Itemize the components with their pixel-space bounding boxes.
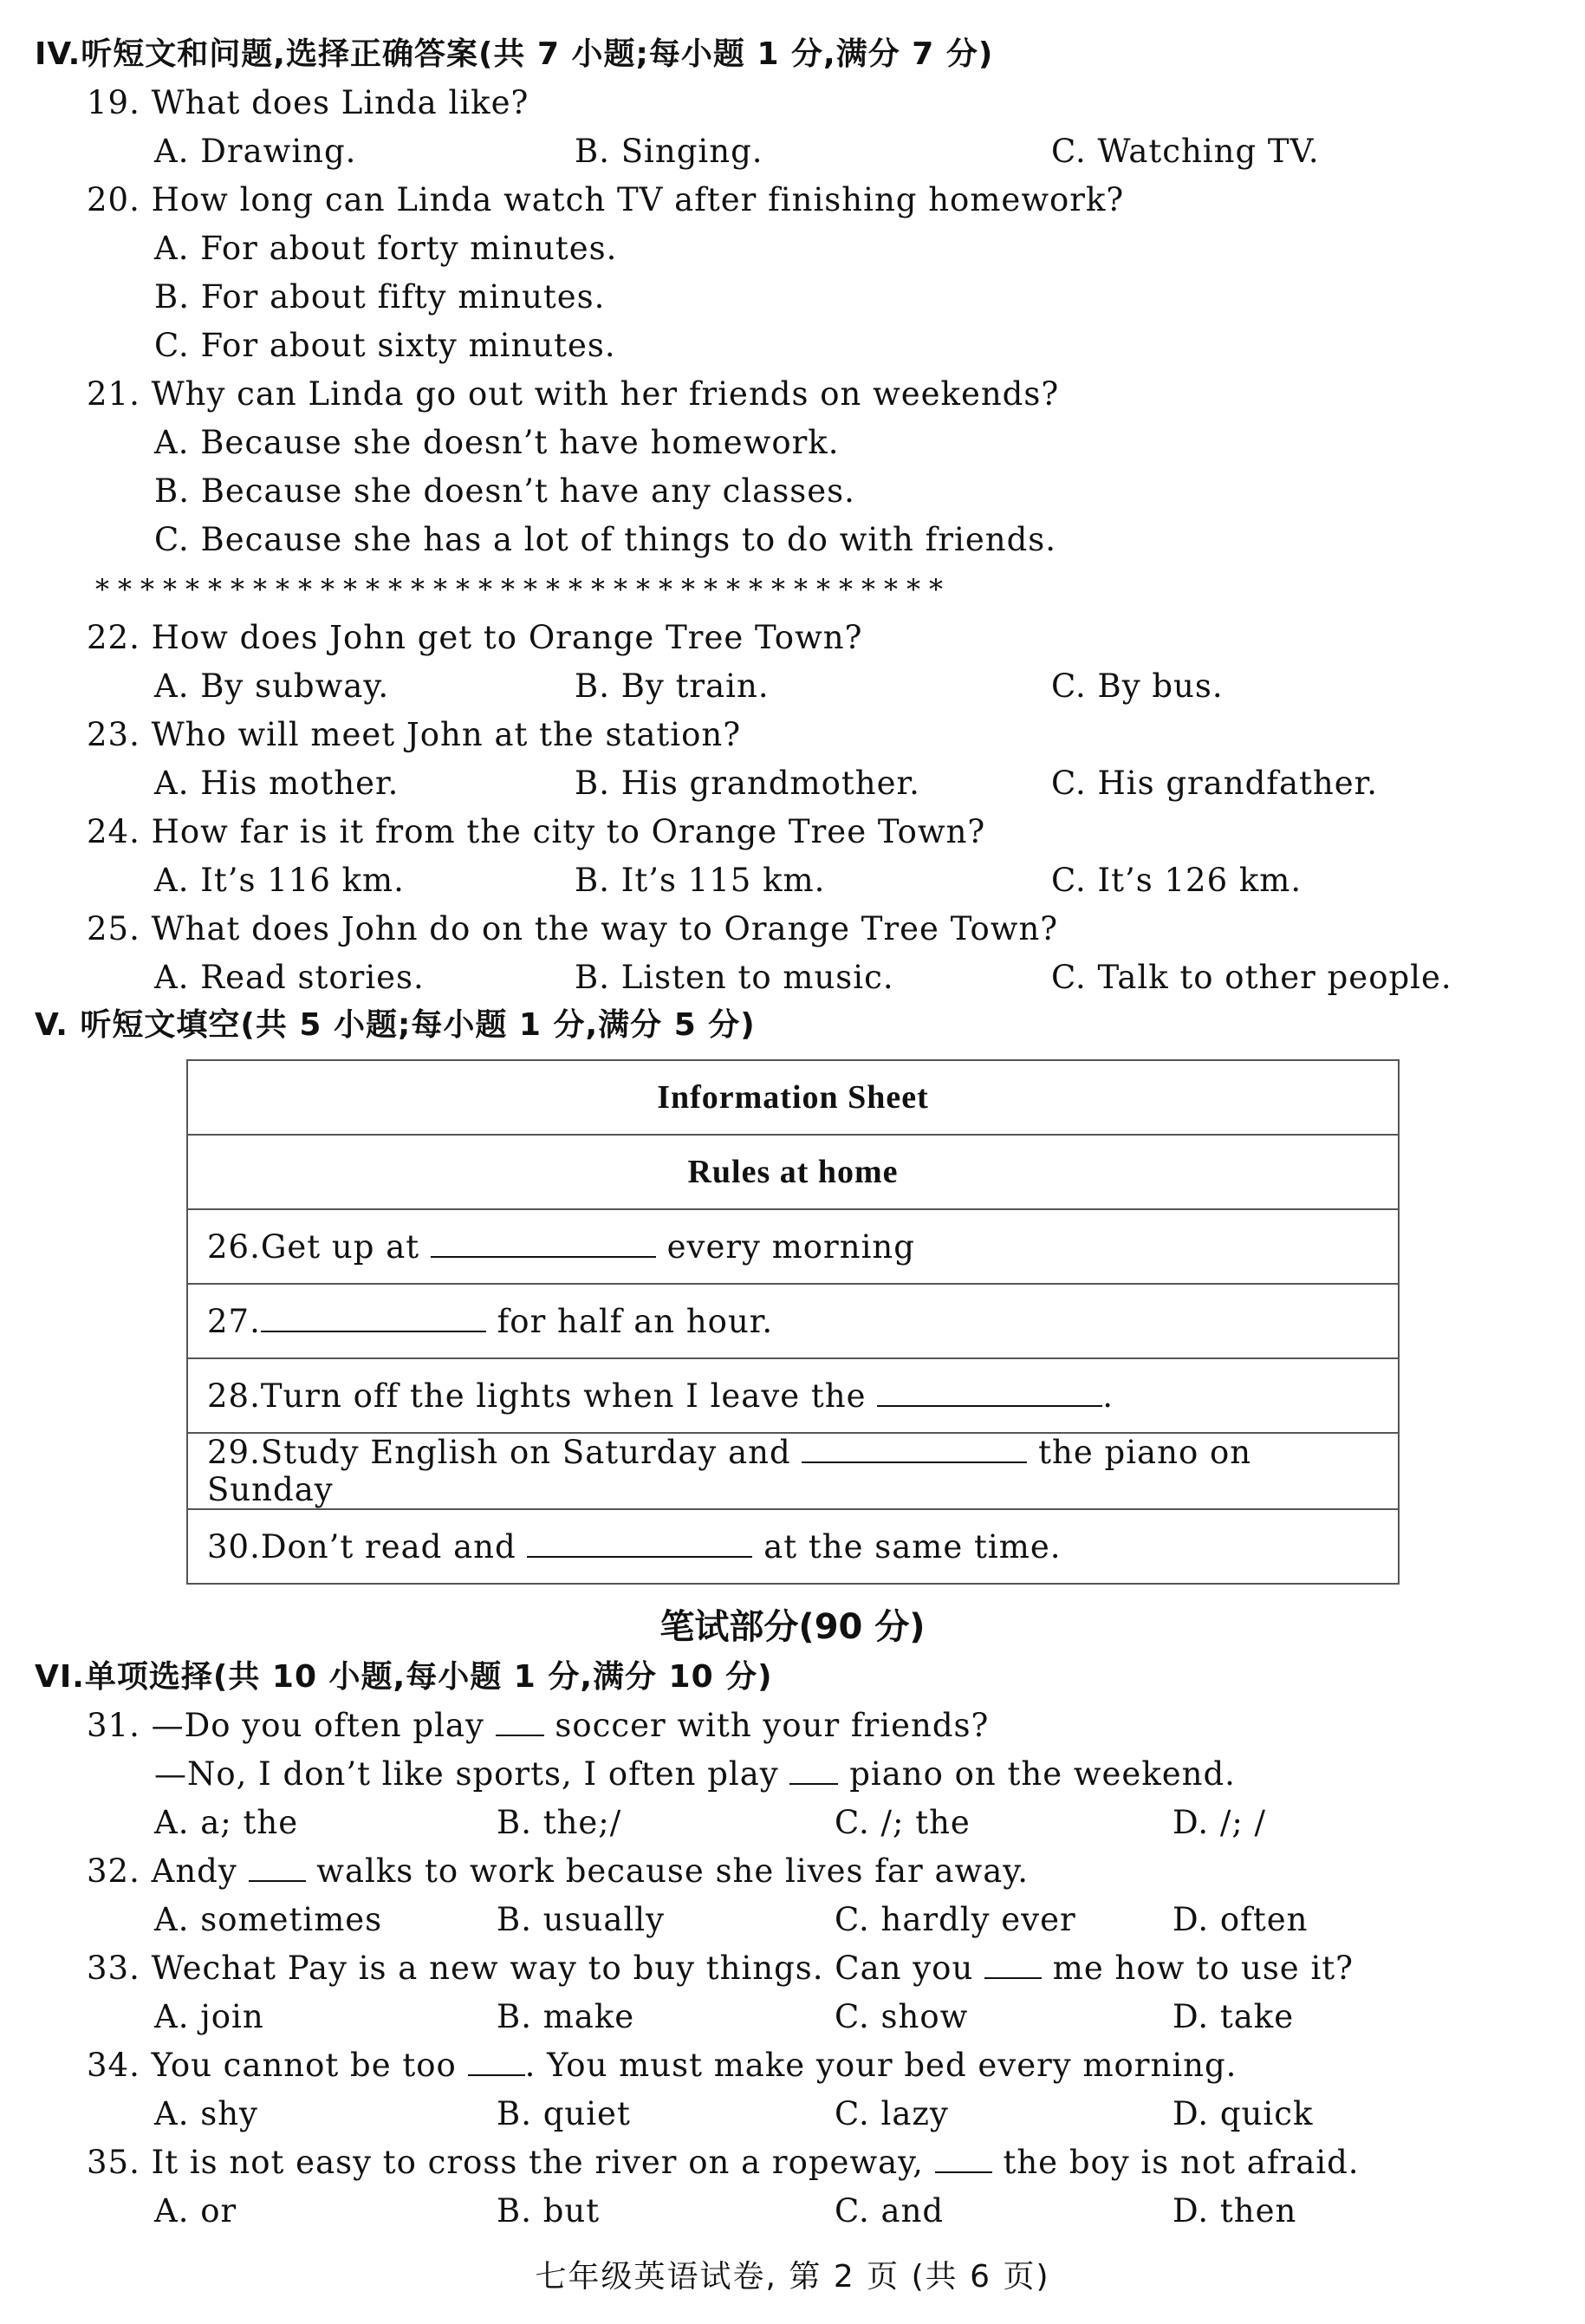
option-32d: D. often (1173, 1901, 1309, 1938)
blank-26[interactable] (431, 1230, 656, 1258)
option-21a: A. Because she doesn’t have homework. (154, 424, 840, 461)
option-35b: B. but (497, 2192, 601, 2230)
option-35d: D. then (1173, 2192, 1297, 2230)
option-33c: C. show (835, 1998, 969, 2035)
row-26-text: 26.Get up at (207, 1227, 431, 1266)
blank-27[interactable] (261, 1305, 486, 1332)
option-23c: C. His grandfather. (1051, 765, 1379, 802)
option-33b: B. make (497, 1998, 635, 2035)
option-21b: B. Because she doesn’t have any classes. (154, 472, 855, 510)
question-21: 21. Why can Linda go out with her friends on weekends? (87, 375, 1060, 413)
option-25a: A. Read stories. (154, 959, 425, 996)
question-25: 25. What does John do on the way to Orange Tree Town? (87, 910, 1059, 947)
section-vi-title: VI.单项选择(共 10 小题,每小题 1 分,满分 10 分) (35, 1659, 773, 1695)
q31-text-4: piano on the weekend. (838, 1755, 1236, 1793)
q31-text-3: —No, I don’t like sports, I often play (154, 1755, 790, 1793)
row-28-text-end: . (1102, 1377, 1114, 1415)
option-32c: C. hardly ever (835, 1901, 1076, 1938)
row-30-text-end: at the same time. (752, 1527, 1062, 1566)
table-row-30 (187, 1509, 1399, 1584)
question-35 (87, 2141, 1360, 2184)
section-iv-title: IV.听短文和问题,选择正确答案(共 7 小题;每小题 1 分,满分 7 分) (35, 36, 994, 72)
option-35c: C. and (835, 2192, 945, 2230)
option-22c: C. By bus. (1051, 667, 1224, 705)
option-34a: A. shy (154, 2095, 258, 2132)
blank-33[interactable] (984, 1951, 1042, 1979)
blank-32[interactable] (249, 1854, 306, 1882)
q35-text-1: 35. It is not easy to cross the river on a ropeway, (87, 2144, 935, 2181)
q33-text-1: 33. Wechat Pay is a new way to buy things. Can you (87, 1950, 985, 1987)
option-20a: A. For about forty minutes. (154, 230, 618, 267)
option-20c: C. For about sixty minutes. (154, 327, 616, 364)
question-24: 24. How far is it from the city to Orange Tree Town? (87, 813, 986, 850)
question-22: 22. How does John get to Orange Tree Town? (87, 619, 863, 656)
table-subtitle: Rules at home (187, 1135, 1399, 1209)
option-23a: A. His mother. (154, 765, 399, 802)
row-27-text: 27. (207, 1302, 261, 1340)
q31-text-1: 31. —Do you often play (87, 1707, 496, 1744)
option-31d: D. /; / (1173, 1804, 1267, 1841)
row-29-text: 29.Study English on Saturday and (207, 1434, 802, 1471)
table-row-29 (187, 1433, 1399, 1509)
option-24b: B. It’s 115 km. (575, 862, 826, 899)
page-footer: 七年级英语试卷, 第 2 页 (共 6 页) (535, 2259, 1050, 2295)
blank-35[interactable] (935, 2145, 992, 2173)
q34-text-2: . You must make your bed every morning. (524, 2047, 1237, 2084)
blank-34[interactable] (468, 2048, 525, 2076)
option-33d: D. take (1173, 1998, 1295, 2035)
row-28-text: 28.Turn off the lights when I leave the (207, 1377, 878, 1415)
option-24a: A. It’s 116 km. (154, 862, 405, 899)
option-34c: C. lazy (835, 2095, 949, 2132)
blank-30[interactable] (527, 1530, 752, 1558)
option-22a: A. By subway. (154, 667, 390, 705)
row-26-text-end: every morning (655, 1227, 915, 1266)
q33-text-2: me how to use it? (1042, 1950, 1354, 1987)
star-separator: ************************************** (95, 573, 952, 606)
q31-text-2: soccer with your friends? (543, 1707, 990, 1744)
q32-text-2: walks to work because she lives far away. (305, 1852, 1029, 1890)
blank-31a[interactable] (496, 1709, 544, 1736)
question-33 (87, 1947, 1354, 1990)
option-21c: C. Because she has a lot of things to do with friends. (154, 521, 1057, 558)
blank-31b[interactable] (789, 1757, 838, 1785)
option-32a: A. sometimes (154, 1901, 383, 1938)
option-25b: B. Listen to music. (575, 959, 894, 996)
option-23b: B. His grandmother. (575, 765, 920, 802)
information-sheet-table (186, 1059, 1400, 1585)
written-part-title: 笔试部分(90 分) (659, 1607, 926, 1647)
option-24c: C. It’s 126 km. (1051, 862, 1302, 899)
option-19b: B. Singing. (575, 133, 763, 170)
option-22b: B. By train. (575, 667, 770, 705)
option-20b: B. For about fifty minutes. (154, 278, 606, 316)
question-23: 23. Who will meet John at the station? (87, 716, 742, 753)
table-row-28 (187, 1358, 1399, 1433)
question-20: 20. How long can Linda watch TV after finishing homework? (87, 181, 1125, 218)
option-31c: C. /; the (835, 1804, 971, 1841)
section-v-title: V. 听短文填空(共 5 小题;每小题 1 分,满分 5 分) (35, 1007, 756, 1043)
option-35a: A. or (154, 2192, 237, 2230)
blank-28[interactable] (877, 1379, 1102, 1407)
table-row-26 (187, 1209, 1399, 1284)
table-title: Information Sheet (187, 1060, 1399, 1135)
option-31b: B. the;/ (497, 1804, 622, 1841)
question-34 (87, 2044, 1237, 2087)
row-30-text: 30.Don’t read and (207, 1527, 528, 1566)
option-34d: D. quick (1173, 2095, 1314, 2132)
option-19c: C. Watching TV. (1051, 133, 1320, 170)
q34-text-1: 34. You cannot be too (87, 2047, 468, 2084)
question-31-reply (154, 1753, 1236, 1796)
option-31a: A. a; the (154, 1804, 299, 1841)
option-25c: C. Talk to other people. (1051, 959, 1452, 996)
option-33a: A. join (154, 1998, 264, 2035)
option-34b: B. quiet (497, 2095, 631, 2132)
q35-text-2: the boy is not afraid. (991, 2144, 1360, 2181)
table-row-27 (187, 1284, 1399, 1358)
option-32b: B. usually (497, 1901, 665, 1938)
option-19a: A. Drawing. (154, 133, 357, 170)
q32-text-1: 32. Andy (87, 1852, 249, 1890)
blank-29[interactable] (802, 1435, 1027, 1463)
row-27-text-end: for half an hour. (485, 1302, 774, 1340)
question-19: 19. What does Linda like? (87, 84, 529, 121)
question-32 (87, 1850, 1029, 1893)
question-31 (87, 1704, 989, 1748)
row-29-text-end: the piano on Sunday (207, 1434, 1252, 1508)
